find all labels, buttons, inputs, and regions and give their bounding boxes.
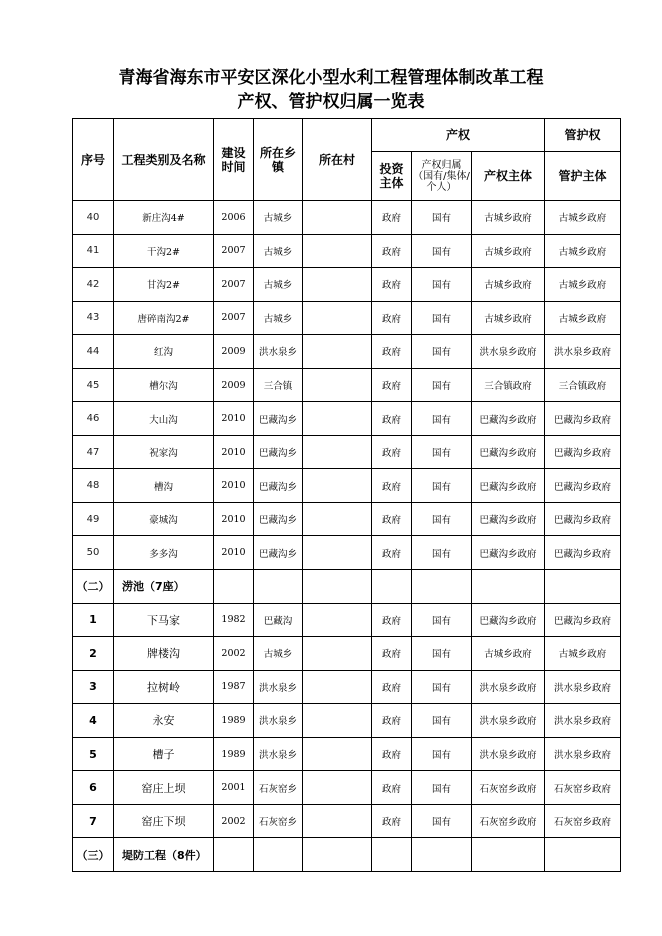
- cell-ownership: 国有: [412, 603, 472, 637]
- cell-manager: 巴藏沟乡政府: [545, 435, 621, 469]
- cell-seq: 48: [73, 469, 114, 503]
- cell-property-owner: 巴藏沟乡政府: [472, 502, 545, 536]
- cell-village: [303, 502, 372, 536]
- table-row: [73, 268, 621, 302]
- cell-seq: 40: [73, 201, 114, 235]
- cell-seq: 49: [73, 502, 114, 536]
- cell-manager: 洪水泉乡政府: [545, 737, 621, 771]
- cell-investor: 政府: [372, 402, 412, 436]
- cell-investor: 政府: [372, 201, 412, 235]
- cell-township: 古城乡: [254, 201, 303, 235]
- section-number: （二）: [73, 570, 114, 604]
- cell-village: [303, 268, 372, 302]
- cell-project-name: 新庄沟4#: [114, 201, 214, 235]
- cell-township: 古城乡: [254, 268, 303, 302]
- cell-year: 2007: [214, 268, 254, 302]
- cell-ownership: 国有: [412, 335, 472, 369]
- header-investor: 投资主体: [372, 152, 412, 201]
- cell-ownership: 国有: [412, 804, 472, 838]
- cell-township: 洪水泉乡: [254, 704, 303, 738]
- table-row: [73, 771, 621, 805]
- cell-township: 洪水泉乡: [254, 670, 303, 704]
- cell-year: 2010: [214, 402, 254, 436]
- cell-year: 2009: [214, 335, 254, 369]
- header-manager: 管护主体: [545, 152, 621, 201]
- cell-village: [303, 435, 372, 469]
- cell-project-name: 唐碎南沟2#: [114, 301, 214, 335]
- cell-village: [303, 335, 372, 369]
- cell-property-owner: 石灰窑乡政府: [472, 804, 545, 838]
- header-property-owner: 产权主体: [472, 152, 545, 201]
- table-row: [73, 704, 621, 738]
- cell-manager: 洪水泉乡政府: [545, 335, 621, 369]
- empty-cell: [254, 838, 303, 872]
- ownership-table: [72, 118, 621, 872]
- cell-seq: 2: [73, 637, 114, 671]
- cell-project-name: 永安: [114, 704, 214, 738]
- cell-year: 2002: [214, 637, 254, 671]
- cell-manager: 古城乡政府: [545, 637, 621, 671]
- cell-project-name: 槽子: [114, 737, 214, 771]
- header-year: 建设时间: [214, 119, 254, 201]
- cell-township: 三合镇: [254, 368, 303, 402]
- cell-village: [303, 402, 372, 436]
- cell-investor: 政府: [372, 469, 412, 503]
- empty-cell: [214, 570, 254, 604]
- cell-ownership: 国有: [412, 502, 472, 536]
- cell-project-name: 窑庄上坝: [114, 771, 214, 805]
- table-row: [73, 502, 621, 536]
- empty-cell: [472, 570, 545, 604]
- cell-year: 2007: [214, 301, 254, 335]
- cell-year: 1987: [214, 670, 254, 704]
- header-management-right: 管护权: [545, 119, 621, 152]
- cell-investor: 政府: [372, 670, 412, 704]
- cell-seq: 41: [73, 234, 114, 268]
- cell-township: 洪水泉乡: [254, 737, 303, 771]
- section-row: [73, 838, 621, 872]
- cell-property-owner: 洪水泉乡政府: [472, 737, 545, 771]
- cell-project-name: 下马家: [114, 603, 214, 637]
- cell-investor: 政府: [372, 335, 412, 369]
- cell-project-name: 窑庄下坝: [114, 804, 214, 838]
- cell-property-owner: 巴藏沟乡政府: [472, 469, 545, 503]
- cell-village: [303, 536, 372, 570]
- section-name: 堤防工程（8件）: [114, 838, 214, 872]
- cell-property-owner: 古城乡政府: [472, 637, 545, 671]
- cell-investor: 政府: [372, 737, 412, 771]
- cell-investor: 政府: [372, 704, 412, 738]
- empty-cell: [545, 838, 621, 872]
- cell-ownership: 国有: [412, 402, 472, 436]
- cell-project-name: 甘沟2#: [114, 268, 214, 302]
- cell-village: [303, 603, 372, 637]
- cell-project-name: 红沟: [114, 335, 214, 369]
- cell-manager: 三合镇政府: [545, 368, 621, 402]
- cell-property-owner: 巴藏沟乡政府: [472, 435, 545, 469]
- cell-year: 2010: [214, 502, 254, 536]
- cell-village: [303, 771, 372, 805]
- cell-property-owner: 古城乡政府: [472, 301, 545, 335]
- cell-seq: 5: [73, 737, 114, 771]
- cell-investor: 政府: [372, 234, 412, 268]
- cell-investor: 政府: [372, 637, 412, 671]
- cell-seq: 44: [73, 335, 114, 369]
- empty-cell: [254, 570, 303, 604]
- page-title-line2: 产权、管护权归属一览表: [237, 92, 425, 112]
- empty-cell: [303, 838, 372, 872]
- cell-manager: 古城乡政府: [545, 268, 621, 302]
- cell-investor: 政府: [372, 268, 412, 302]
- cell-ownership: 国有: [412, 435, 472, 469]
- cell-manager: 洪水泉乡政府: [545, 670, 621, 704]
- cell-property-owner: 巴藏沟乡政府: [472, 536, 545, 570]
- cell-township: 巴藏沟乡: [254, 536, 303, 570]
- empty-cell: [412, 570, 472, 604]
- cell-year: 2010: [214, 435, 254, 469]
- empty-cell: [303, 570, 372, 604]
- cell-manager: 古城乡政府: [545, 234, 621, 268]
- cell-year: 2001: [214, 771, 254, 805]
- table-row: [73, 335, 621, 369]
- cell-year: 1982: [214, 603, 254, 637]
- cell-project-name: 牌楼沟: [114, 637, 214, 671]
- cell-seq: 3: [73, 670, 114, 704]
- table-row: [73, 234, 621, 268]
- empty-cell: [372, 570, 412, 604]
- cell-ownership: 国有: [412, 469, 472, 503]
- table-row: [73, 469, 621, 503]
- cell-village: [303, 637, 372, 671]
- cell-manager: 石灰窑乡政府: [545, 804, 621, 838]
- cell-ownership: 国有: [412, 234, 472, 268]
- table-row: [73, 637, 621, 671]
- cell-ownership: 国有: [412, 637, 472, 671]
- cell-seq: 43: [73, 301, 114, 335]
- header-village: 所在村: [303, 119, 372, 201]
- cell-property-owner: 洪水泉乡政府: [472, 335, 545, 369]
- cell-property-owner: 洪水泉乡政府: [472, 670, 545, 704]
- cell-township: 石灰窑乡: [254, 771, 303, 805]
- section-row: [73, 570, 621, 604]
- cell-manager: 洪水泉乡政府: [545, 704, 621, 738]
- section-name: 涝池（7座）: [114, 570, 214, 604]
- cell-investor: 政府: [372, 301, 412, 335]
- cell-township: 洪水泉乡: [254, 335, 303, 369]
- cell-township: 古城乡: [254, 234, 303, 268]
- cell-seq: 42: [73, 268, 114, 302]
- cell-village: [303, 469, 372, 503]
- table-row: [73, 536, 621, 570]
- cell-seq: 45: [73, 368, 114, 402]
- cell-manager: 巴藏沟乡政府: [545, 603, 621, 637]
- cell-township: 古城乡: [254, 301, 303, 335]
- cell-project-name: 祝家沟: [114, 435, 214, 469]
- cell-manager: 古城乡政府: [545, 201, 621, 235]
- cell-village: [303, 670, 372, 704]
- cell-year: 2006: [214, 201, 254, 235]
- cell-seq: 47: [73, 435, 114, 469]
- section-number: （三）: [73, 838, 114, 872]
- cell-year: 2009: [214, 368, 254, 402]
- cell-village: [303, 234, 372, 268]
- empty-cell: [472, 838, 545, 872]
- page-title-line1: 青海省海东市平安区深化小型水利工程管理体制改革工程: [118, 68, 544, 88]
- cell-ownership: 国有: [412, 704, 472, 738]
- cell-property-owner: 石灰窑乡政府: [472, 771, 545, 805]
- cell-investor: 政府: [372, 368, 412, 402]
- cell-seq: 46: [73, 402, 114, 436]
- table-row: [73, 368, 621, 402]
- empty-cell: [214, 838, 254, 872]
- cell-seq: 4: [73, 704, 114, 738]
- header-ownership: 产权归属（国有/集体/个人）: [412, 152, 472, 201]
- cell-project-name: 拉树岭: [114, 670, 214, 704]
- cell-township: 古城乡: [254, 637, 303, 671]
- cell-ownership: 国有: [412, 536, 472, 570]
- cell-ownership: 国有: [412, 268, 472, 302]
- cell-investor: 政府: [372, 804, 412, 838]
- cell-project-name: 干沟2#: [114, 234, 214, 268]
- empty-cell: [545, 570, 621, 604]
- cell-year: 1989: [214, 737, 254, 771]
- table-row: [73, 603, 621, 637]
- cell-property-owner: 古城乡政府: [472, 268, 545, 302]
- cell-ownership: 国有: [412, 201, 472, 235]
- table-row: [73, 737, 621, 771]
- cell-project-name: 槽沟: [114, 469, 214, 503]
- cell-manager: 巴藏沟乡政府: [545, 502, 621, 536]
- cell-investor: 政府: [372, 435, 412, 469]
- header-property-right: 产权: [372, 119, 545, 152]
- table-row: [73, 670, 621, 704]
- table-row: [73, 804, 621, 838]
- header-project: 工程类别及名称: [114, 119, 214, 201]
- cell-village: [303, 368, 372, 402]
- cell-property-owner: 古城乡政府: [472, 234, 545, 268]
- cell-year: 2010: [214, 536, 254, 570]
- cell-investor: 政府: [372, 502, 412, 536]
- cell-investor: 政府: [372, 603, 412, 637]
- cell-project-name: 槽尔沟: [114, 368, 214, 402]
- cell-village: [303, 804, 372, 838]
- cell-ownership: 国有: [412, 670, 472, 704]
- cell-township: 巴藏沟乡: [254, 402, 303, 436]
- cell-year: 2002: [214, 804, 254, 838]
- empty-cell: [412, 838, 472, 872]
- cell-project-name: 大山沟: [114, 402, 214, 436]
- cell-project-name: 豪城沟: [114, 502, 214, 536]
- cell-manager: 巴藏沟乡政府: [545, 469, 621, 503]
- table-row: [73, 402, 621, 436]
- cell-village: [303, 704, 372, 738]
- cell-ownership: 国有: [412, 368, 472, 402]
- cell-year: 1989: [214, 704, 254, 738]
- cell-village: [303, 301, 372, 335]
- cell-property-owner: 洪水泉乡政府: [472, 704, 545, 738]
- cell-seq: 50: [73, 536, 114, 570]
- cell-ownership: 国有: [412, 771, 472, 805]
- cell-manager: 石灰窑乡政府: [545, 771, 621, 805]
- empty-cell: [372, 838, 412, 872]
- table-row: [73, 301, 621, 335]
- cell-project-name: 多多沟: [114, 536, 214, 570]
- cell-property-owner: 古城乡政府: [472, 201, 545, 235]
- cell-township: 巴藏沟乡: [254, 502, 303, 536]
- cell-seq: 1: [73, 603, 114, 637]
- cell-township: 巴藏沟乡: [254, 435, 303, 469]
- cell-village: [303, 201, 372, 235]
- table-row: [73, 201, 621, 235]
- cell-investor: 政府: [372, 536, 412, 570]
- cell-township: 巴藏沟乡: [254, 469, 303, 503]
- cell-manager: 古城乡政府: [545, 301, 621, 335]
- cell-property-owner: 巴藏沟乡政府: [472, 402, 545, 436]
- cell-year: 2010: [214, 469, 254, 503]
- cell-township: 巴藏沟: [254, 603, 303, 637]
- table-row: [73, 435, 621, 469]
- cell-property-owner: 巴藏沟乡政府: [472, 603, 545, 637]
- cell-ownership: 国有: [412, 301, 472, 335]
- header-township: 所在乡镇: [254, 119, 303, 201]
- cell-investor: 政府: [372, 771, 412, 805]
- header-seq: 序号: [73, 119, 114, 201]
- cell-seq: 7: [73, 804, 114, 838]
- cell-manager: 巴藏沟乡政府: [545, 536, 621, 570]
- cell-township: 石灰窑乡: [254, 804, 303, 838]
- cell-village: [303, 737, 372, 771]
- cell-property-owner: 三合镇政府: [472, 368, 545, 402]
- cell-ownership: 国有: [412, 737, 472, 771]
- cell-manager: 巴藏沟乡政府: [545, 402, 621, 436]
- cell-year: 2007: [214, 234, 254, 268]
- cell-seq: 6: [73, 771, 114, 805]
